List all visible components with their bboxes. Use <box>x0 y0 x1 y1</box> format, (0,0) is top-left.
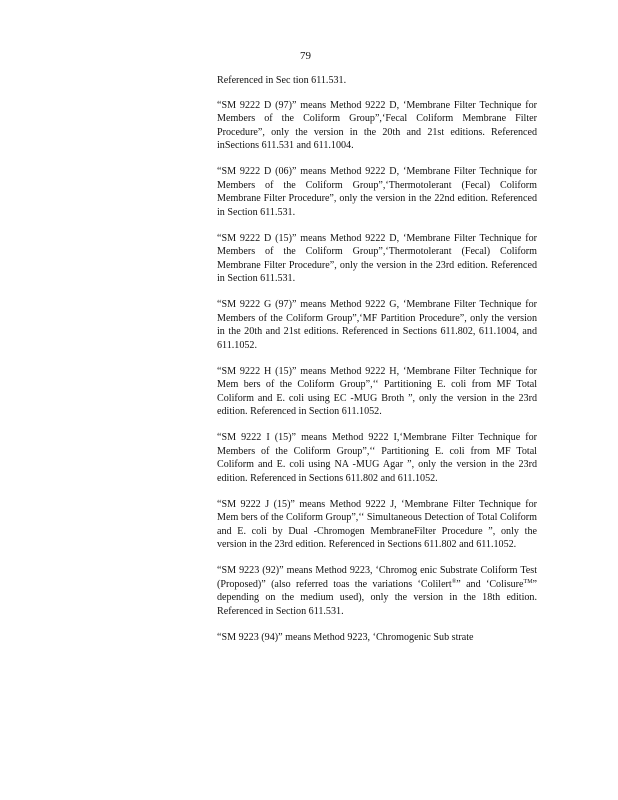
definitions-list <box>217 74 537 657</box>
page-number: 79 <box>300 50 311 62</box>
entry-sm-9223-94: “SM 9223 (94)” means Method 9223, ‘Chromogenic Sub strate <box>217 631 474 643</box>
entry-sm-9222-d-15: “SM 9222 D (15)” means Method 9222 D, ‘Membrane Filter Technique for Members of the Coliform Group”,‘Thermotolerant (Fecal) Coliform Membrane Filter Procedure”, only the version in the 23rd edition. Referenced in Section 611.531. <box>217 232 537 284</box>
entry-text-part: ” and ‘Colisure <box>456 578 524 590</box>
entry-sm-9223-92 <box>217 564 537 618</box>
entry-referenced-611-531: Referenced in Sec tion 611.531. <box>217 75 347 86</box>
entry-sm-9222-j-15: “SM 9222 J (15)” means Method 9222 J, ‘Membrane Filter Technique for Mem bers of the Coliform Group”,‘‘ Simultaneous Detection of Total Coliform and E. coli by Dual -Chromogen MembraneFilter Procedure ”, only the version in the 23rd edition. Referenced in Sections 611.802 and 611.1052. <box>217 498 537 550</box>
registered-mark: ® <box>451 578 457 585</box>
entry-text-part: “SM 9223 (92)” means Method 9223, ‘Chromog enic Substrate Coliform Test (Proposed)” (also referred toas the variations ‘Colilert <box>217 565 537 590</box>
entry-sm-9222-g-97: “SM 9222 G (97)” means Method 9222 G, ‘Membrane Filter Technique for Members of the Coliform Group”,‘MF Partition Procedure”, only the version in the 20th and 21st editions. Referenced in Sections 611.802, 611.1004, and 611.1052. <box>217 299 537 351</box>
trademark-mark: TM <box>523 578 533 585</box>
entry-sm-9222-d-06: “SM 9222 D (06)” means Method 9222 D, ‘Membrane Filter Technique for Members of the Coliform Group”,‘Thermotolerant (Fecal) Coliform Membrane Filter Procedure”, only the version in the 22nd edition. Referenced in Section 611.531. <box>217 166 537 218</box>
entry-sm-9222-d-97: “SM 9222 D (97)” means Method 9222 D, ‘Membrane Filter Technique for Members of the Coliform Group”,‘Fecal Coliform Membrane Filter Procedure”, only the version in the 20th and 21st editions. Referenced inSections 611.531 and 611.1004. <box>217 99 537 151</box>
entry-sm-9222-i-15: “SM 9222 I (15)” means Method 9222 I,‘Membrane Filter Technique for Members of the Coliform Group”,‘‘ Partitioning E. coli from MF Total Coliform and E. coli using NA -MUG Agar ”, only the version in the 23rd edition. Referenced in Sections 611.802 and 611.1052. <box>217 432 537 484</box>
entry-text-part: ” depending on the medium used), only the version in the 18th edition. Referenced in Section 611.531. <box>217 578 538 617</box>
entry-sm-9222-h-15: “SM 9222 H (15)” means Method 9222 H, ‘Membrane Filter Technique for Mem bers of the Coliform Group”,‘‘ Partitioning E. coli from MF Total Coliform and E. coli using EC -MUG Broth ”, only the version in the 23rd edition. Referenced in Section 611.1052. <box>217 365 537 417</box>
